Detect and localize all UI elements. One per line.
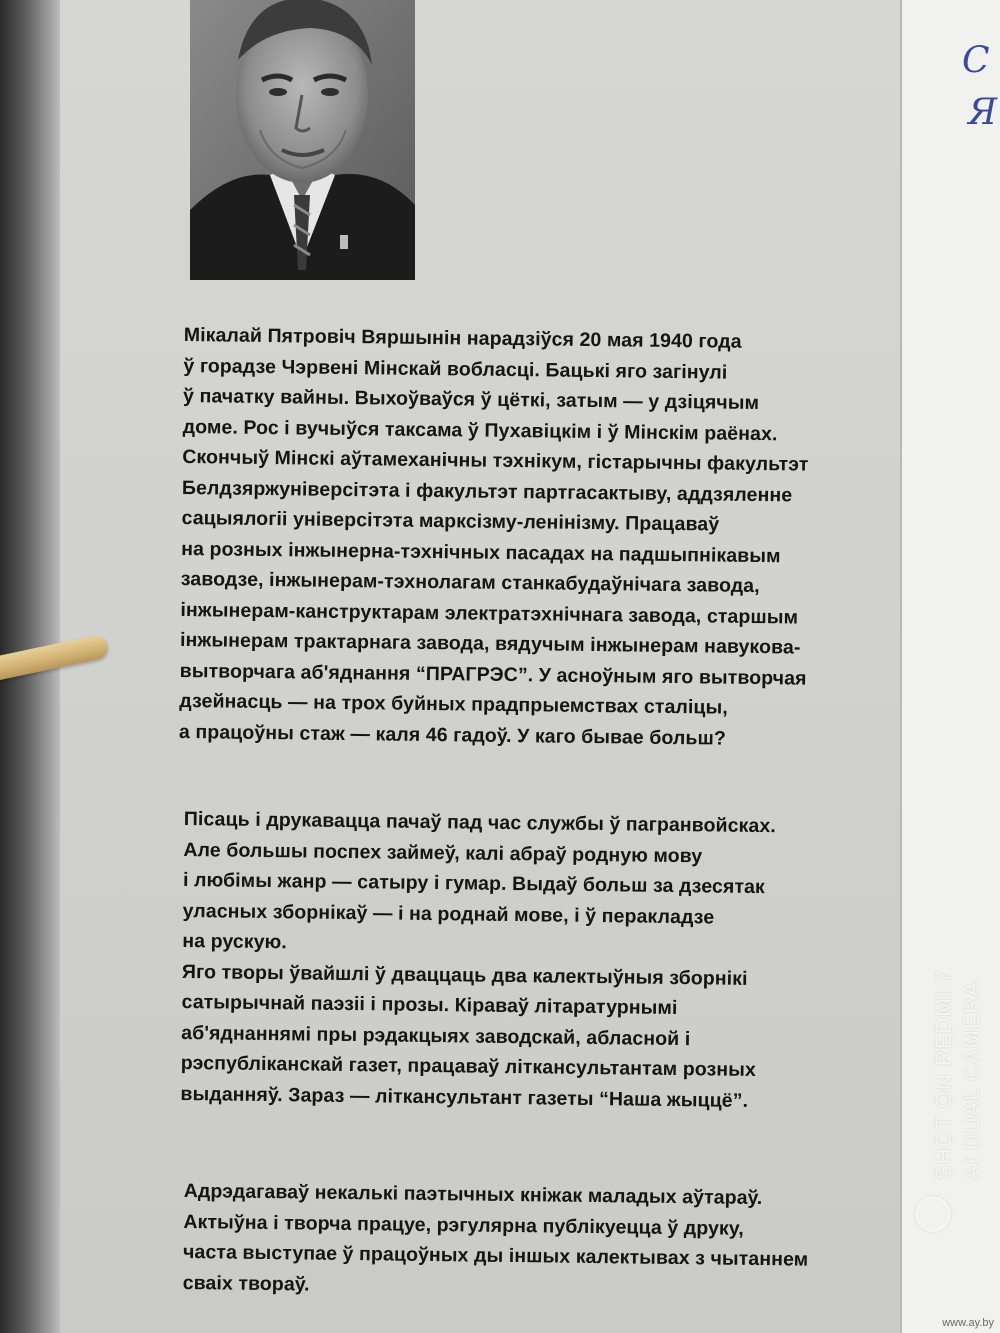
- writing-line: сатырычнай паэзіі і прозы. Кіраваў літаратурнымі: [181, 990, 678, 1020]
- bio-line: Мікалай Пятровіч Вяршынін нарадзіўся 20 мая 1940 года: [183, 323, 742, 353]
- bio-line: ў горадзе Чэрвені Мінскай вобласці. Бацькі яго загінулі: [183, 354, 728, 384]
- bio-line: інжынерам-канструктарам электратэхнічнага завода, старшым: [180, 598, 799, 629]
- mentoring-paragraph: [183, 1176, 904, 1307]
- bio-line: вытворчага аб'яднання “ПРАГРЭС”. У асноўным яго вытворчая: [179, 659, 807, 690]
- bio-line: на розных інжынерна-тэхнічных пасадах на падшыпнікавым: [181, 537, 781, 567]
- mentor-line: часта выступае ў працоўных ды іншых калектывах з чытаннем: [182, 1240, 809, 1271]
- bio-line: доме. Рос і вучыўся таксама ў Пухавіцкім і ў Мінскім раёнах.: [182, 415, 778, 445]
- mentor-line: Адрэдагаваў некалькі паэтычных кніжак маладых аўтараў.: [183, 1179, 763, 1210]
- watermark-line-2: AI DUAL CAMERA: [959, 980, 984, 1180]
- camera-watermark: [930, 970, 986, 1180]
- writing-line: і любімы жанр — сатыру і гумар. Выдаў больш за дзесятак: [182, 868, 765, 899]
- mentor-line: сваіх твораў.: [182, 1271, 310, 1296]
- watermark-circle-icon: [915, 1196, 951, 1232]
- writing-line: Яго творы ўвайшлі ў дваццаць два калектыўныя зборнікі: [181, 960, 748, 990]
- bio-line: інжынерам трактарнага завода, вядучым інжынерам навукова-: [179, 628, 801, 659]
- site-watermark: www.ay.by: [942, 1317, 994, 1329]
- author-portrait-photo: [190, 0, 415, 280]
- bio-line: а працоўны стаж — каля 46 гадоў. У каго бывае больш?: [178, 720, 727, 750]
- writing-line: рэспубліканскай газет, працаваў літкансультантам розных: [180, 1051, 757, 1082]
- mentor-line: Актыўна і творча працуе, рэгулярна публікуецца ў друку,: [183, 1210, 745, 1240]
- writing-line: на рускую.: [182, 929, 288, 954]
- writing-line: выданняў. Зараз — літкансультант газеты “Наша жыццё”.: [180, 1082, 749, 1112]
- bio-line: Скончыў Мінскі аўтамеханічны тэхнікум, гістарычны факультэт: [182, 445, 809, 476]
- writing-line: Пісаць і друкавацца пачаў пад час службы ў пагранвойсках.: [183, 807, 777, 838]
- bio-line: Белдзяржуніверсітэта і факультэт партгасактыву, аддзяленне: [181, 476, 793, 506]
- portrait-image: [190, 0, 415, 280]
- bio-line: ў пачатку вайны. Выхоўваўся ў цёткі, затым — у дзіцячым: [182, 384, 760, 415]
- bio-line: заводзе, інжынерам-тэхнолагам станкабудаўнічага завода,: [180, 567, 760, 598]
- writing-career-paragraph: [180, 804, 904, 1118]
- writing-line: уласных зборнікаў — і на роднай мове, і ў перакладзе: [182, 899, 715, 928]
- bio-line: дзейнасць — на трох буйных прадпрыемствах сталіцы,: [179, 689, 728, 719]
- handwritten-mark-2: Я: [968, 92, 998, 133]
- writing-line: аб'яднаннямі пры рэдакцыях заводскай, абласной і: [181, 1021, 691, 1050]
- handwritten-mark-1: С: [962, 40, 990, 81]
- biography-paragraph: [179, 320, 904, 756]
- writing-line: Але большы поспех займеў, калі абраў родную мову: [183, 838, 703, 867]
- watermark-line-1: SHOT ON REDMI 7: [931, 969, 956, 1180]
- bio-line: сацыялогіі універсітэта марксізму-ленінізму. Працаваў: [181, 506, 720, 536]
